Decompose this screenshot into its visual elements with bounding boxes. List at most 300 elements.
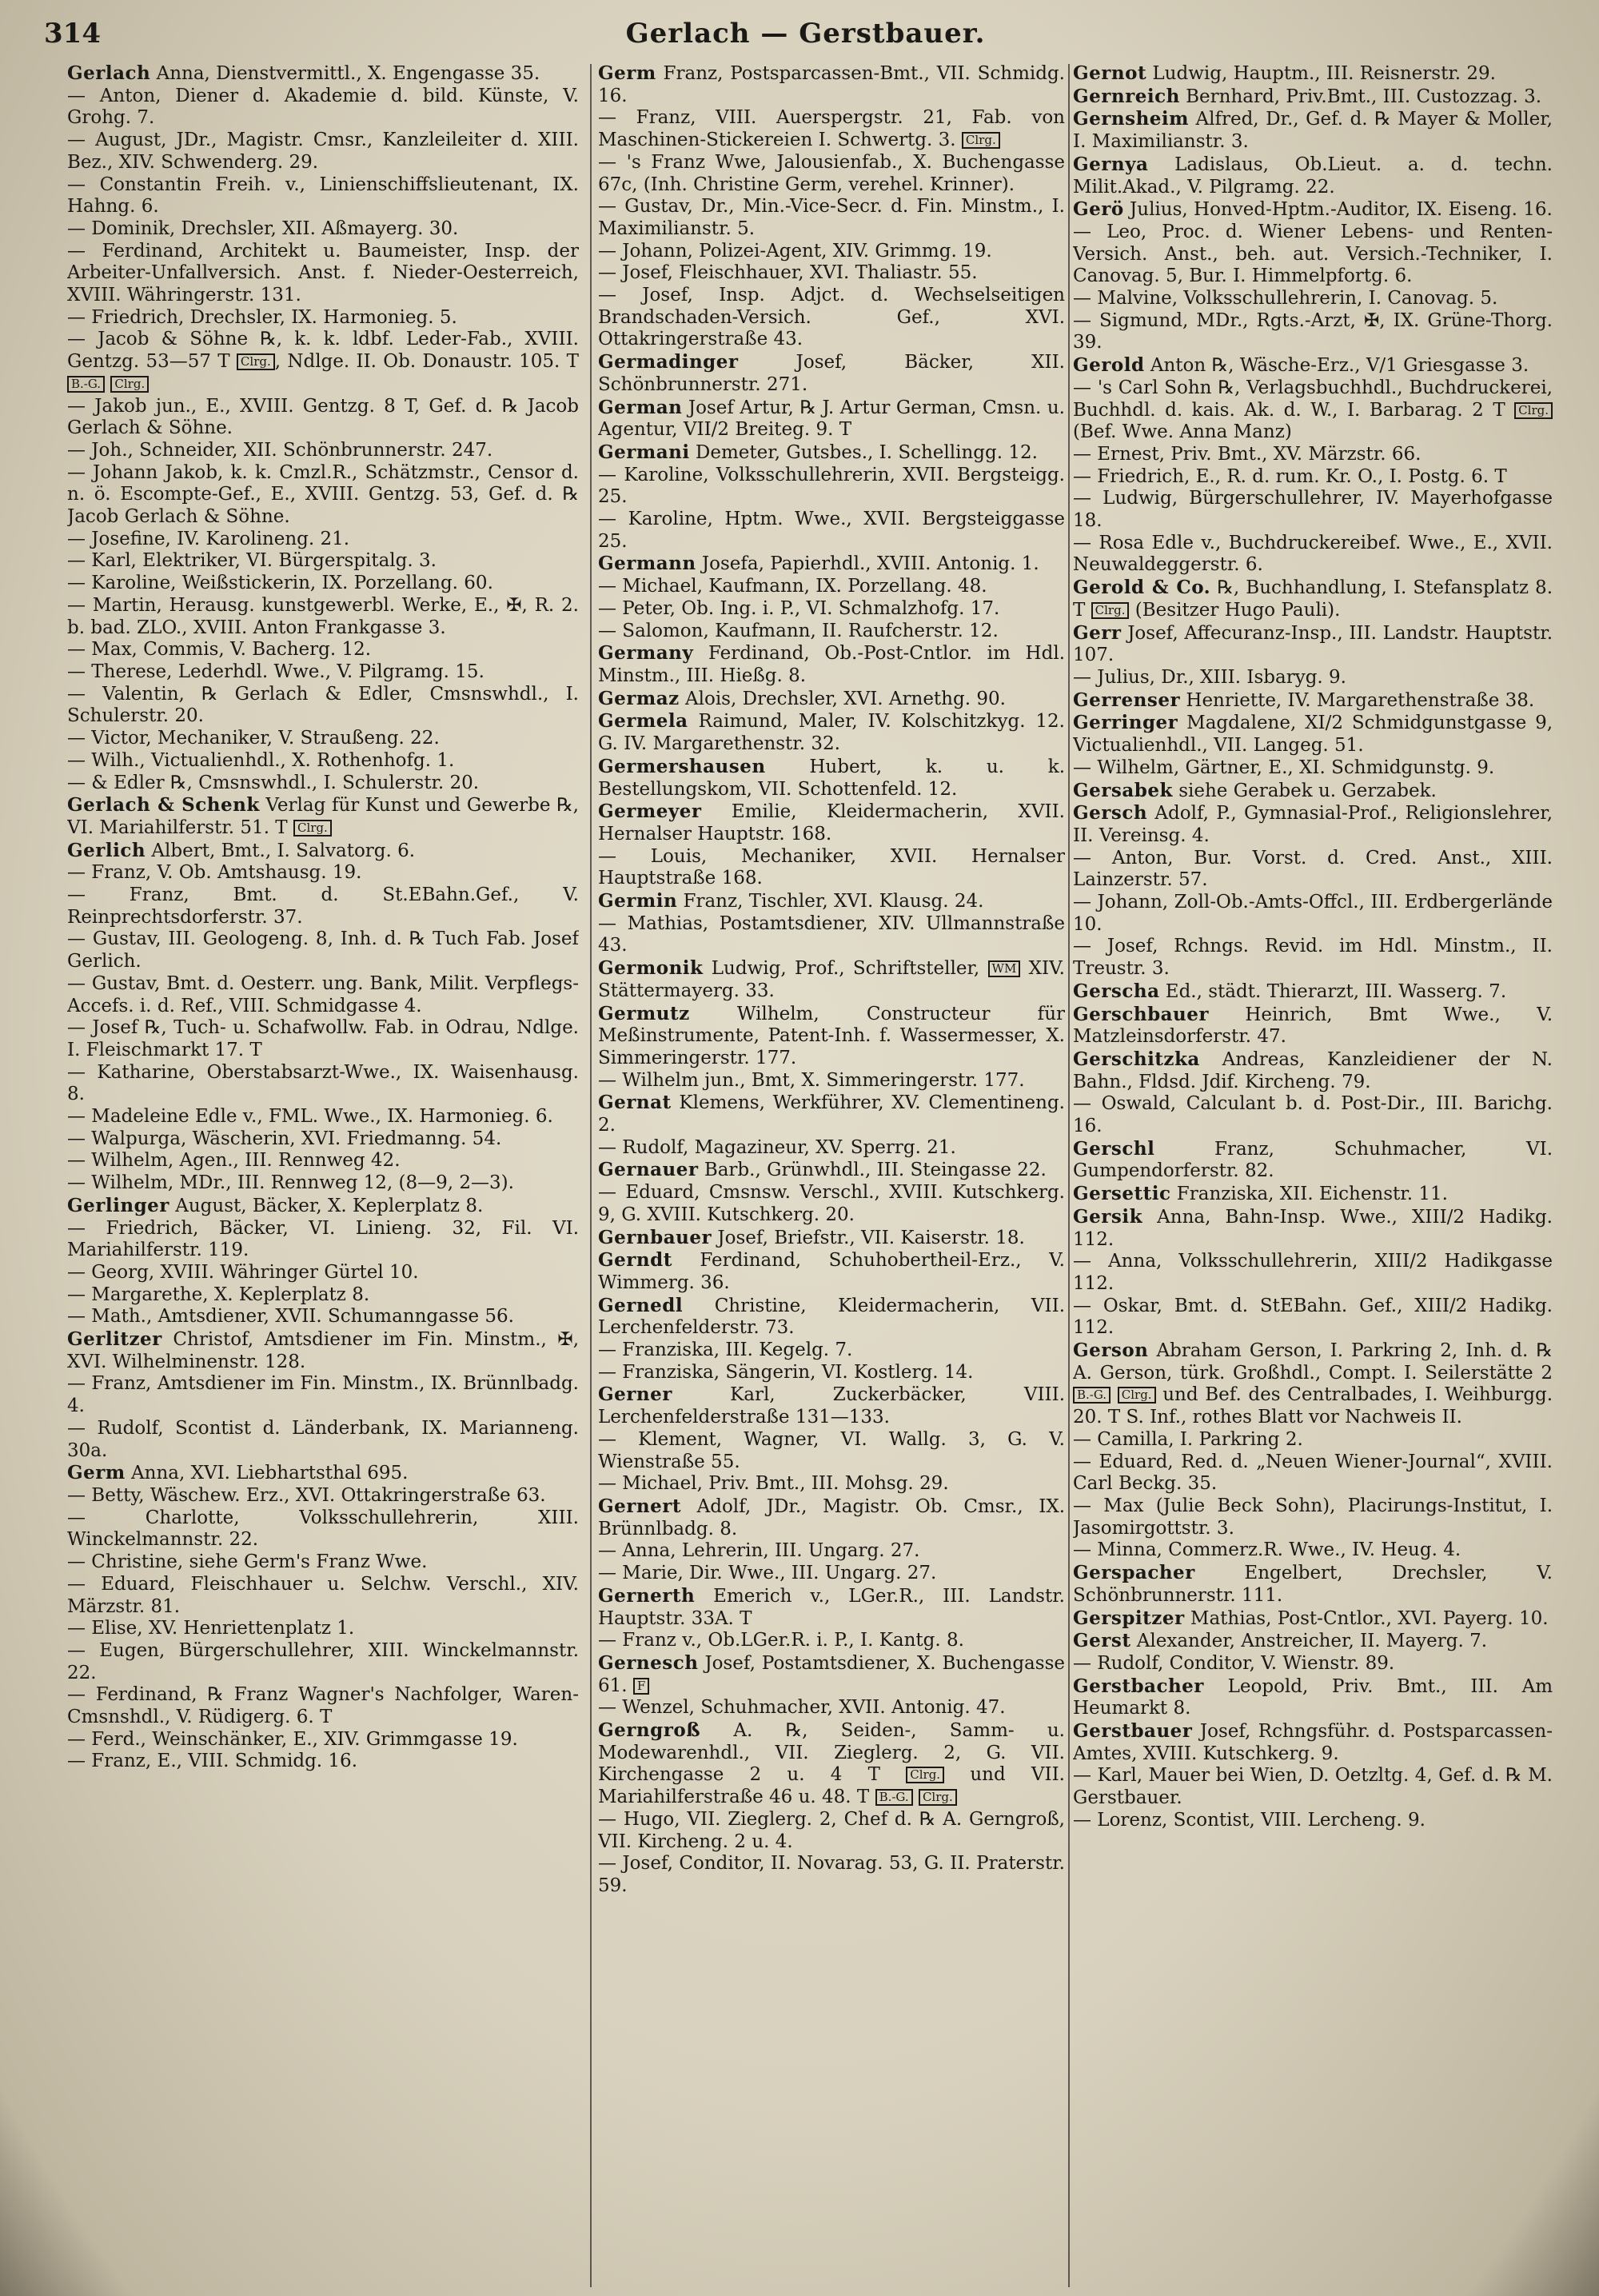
directory-entry [598,107,1065,151]
entry-text: — Franz, VIII. Auerspergstr. 21, Fab. von Maschinen-Stickereien I. Schwertg. 3. Clrg. [598,107,1065,151]
directory-entry [1073,222,1553,288]
directory-entry [67,1106,579,1128]
directory-entry [67,1751,579,1773]
badge-marker: Clrg. [1118,1387,1156,1404]
entry-text: — Oskar, Bmt. d. StEBahn. Gef., XIII/2 Hadikg. 112. [1073,1295,1553,1339]
directory-entry [1073,354,1553,377]
directory-entry [67,639,579,661]
entry-text: — Martin, Herausg. kunstgewerbl. Werke, E., ✠, R. 2. b. bad. ZLO., XVIII. Anton Frankgasse 3. [67,594,579,638]
directory-entry [67,684,579,728]
directory-entry [598,1630,1065,1652]
entry-text: — Eduard, Fleischhauer u. Selchw. Verschl., XIV. Märzstr. 81. [67,1573,579,1617]
entry-text: — Eugen, Bürgerschullehrer, XIII. Winckelmannstr. 22. [67,1639,579,1683]
entry-text: — Constantin Freih. v., Linienschiffslieutenant, IX. Hahng. 6. [67,174,579,218]
entry-text: Mathias, Post-Cntlor., XVI. Payerg. 10. [1190,1607,1549,1629]
entry-text: — Karl, Elektriker, VI. Bürgerspitalg. 3. [67,550,437,572]
entry-surname: Gerlitzer [67,1328,162,1351]
entry-text: Abraham Gerson, I. Parkring 2, Inh. d. ℞ A. Gerson, türk. Großhdl., Compt. I. Seilerstätte 2 B.-G. Clrg. und Bef. des Centralbades, I. Weihburgg. 20. T S. Inf., rothes Blatt vor Nachweis II. [1073,1340,1553,1428]
directory-entry [67,218,579,241]
directory-entry [598,1652,1065,1697]
directory-entry [1073,1539,1553,1562]
entry-text: — Johann Jakob, k. k. Cmzl.R., Schätzmstr., Censor d. n. ö. Escompte-Gef., E., XVIII. Gentzg. 53, Gef. d. ℞ Jacob Gerlach & Söhne. [67,461,579,528]
directory-entry [598,1384,1065,1428]
entry-surname: Gerspitzer [1073,1607,1185,1629]
entry-text: — Rudolf, Scontist d. Länderbank, IX. Marianneng. 30a. [67,1417,579,1461]
directory-entry [67,862,579,884]
entry-text: A. ℞, Seiden-, Samm- u. Modewarenhdl., VII. Zieglerg. 2, G. VII. Kirchengasse 2 u. 4 T Clrg. und VII. Mariahilferstraße 46 u. 48. T B.-G. Clrg. [598,1720,1065,1808]
badge-marker: B.-G. [67,376,105,393]
directory-entry [1073,577,1553,621]
entry-text: Bernhard, Priv.Bmt., III. Custozzag. 3. [1186,86,1542,107]
directory-entry [67,1284,579,1307]
entry-surname: Gerndt [598,1249,672,1272]
entry-text: — Leo, Proc. d. Wiener Lebens- und Renten-Versich. Anst., beh. aut. Versich.-Techniker, I. Canovag. 5, Bur. I. Himmelpfortg. 6. [1073,221,1553,287]
entry-text: Ludwig, Prof., Schriftsteller, WM XIV. Stättermayerg. 33. [598,958,1065,1001]
entry-surname: Gerlach & Schenk [67,794,260,817]
entry-text: Andreas, Kanzleidiener der N. Bahn., Fldsd. Jdif. Kircheng. 79. [1073,1048,1553,1092]
entry-text: Anna, XVI. Liebhartsthal 695. [131,1463,409,1484]
directory-entry [67,1462,579,1485]
entry-text: Ferdinand, Ob.-Post-Cntlor. im Hdl. Minstm., III. Hießg. 8. [598,643,1065,686]
entry-text: — Valentin, ℞ Gerlach & Edler, Cmsnswhdl., I. Schulerstr. 20. [67,683,579,727]
directory-entry [1073,848,1553,892]
directory-entry [67,973,579,1017]
entry-text: — Michael, Kaufmann, IX. Porzellang. 48. [598,576,987,597]
entry-text: Ed., städt. Thierarzt, III. Wasserg. 7. [1165,980,1507,1002]
entry-text: — Hugo, VII. Zieglerg. 2, Chef d. ℞ A. Gerngroß, VII. Kircheng. 2 u. 4. [598,1808,1065,1852]
entry-text: — Dominik, Drechsler, XII. Aßmayerg. 30. [67,218,459,239]
entry-text: — Ferd., Weinschänker, E., XIV. Grimmgasse 19. [67,1728,518,1750]
directory-entry [67,241,579,307]
entry-text: — Wilhelm, Agen., III. Rennweg 42. [67,1150,401,1172]
entry-text: Josef, Briefstr., VII. Kaiserstr. 18. [717,1227,1025,1248]
entry-text: — Victor, Mechaniker, V. Straußeng. 22. [67,728,440,749]
entry-surname: Gerschbauer [1073,1003,1210,1025]
entry-surname: Gernat [598,1092,672,1114]
directory-entry [67,396,579,440]
directory-entry [598,1070,1065,1092]
entry-surname: Gernot [1073,62,1147,84]
entry-text: Josef, Postamtsdiener, X. Buchengasse 61. F [598,1652,1065,1696]
page-number: 314 [44,18,101,50]
entry-surname: Gerold & Co. [1073,577,1211,599]
entry-text: — Franz v., Ob.LGer.R. i. P., I. Kantg. 8. [598,1630,964,1651]
directory-entry [67,550,579,573]
directory-entry [1073,1495,1553,1539]
entry-text: Karl, Zuckerbäcker, VIII. Lerchenfelderstraße 131—133. [598,1384,1065,1428]
directory-entry [598,1585,1065,1630]
entry-surname: Gersch [1073,802,1148,825]
entry-text: Anton ℞, Wäsche-Erz., V/1 Griesgasse 3. [1150,355,1529,377]
entry-text: Ladislaus, Ob.Lieut. a. d. techn. Milit.Akad., V. Pilgramg. 22. [1073,154,1553,198]
entry-surname: Gerspacher [1073,1562,1195,1584]
entry-text: — Math., Amtsdiener, XVII. Schumanngasse 56. [67,1306,514,1328]
directory-entry [67,329,579,395]
entry-text: — Ludwig, Bürgerschullehrer, IV. Mayerhofgasse 18. [1073,488,1553,532]
directory-entry [1073,1675,1553,1720]
directory-entry [67,750,579,773]
entry-surname: Gernya [1073,153,1149,175]
badge-marker: Clrg. [1514,402,1553,419]
directory-entry [67,1195,579,1218]
entry-text: — & Edler ℞, Cmsnswhdl., I. Schulerstr. 20. [67,772,480,793]
entry-surname: Gerlach [67,62,151,84]
entry-surname: Germonik [598,957,704,980]
badge-marker: Clrg. [962,132,1000,149]
entry-text: — August, JDr., Magistr. Cmsr., Kanzleileiter d. XIII. Bez., XIV. Schwenderg. 29. [67,130,579,173]
entry-surname: Gernauer [598,1159,699,1181]
directory-entry [67,130,579,174]
directory-entry [1073,1206,1553,1251]
entry-text: Alfred, Dr., Gef. d. ℞ Mayer & Moller, I. Maximilianstr. 3. [1073,109,1553,153]
directory-entry [598,509,1065,553]
entry-text: — Franz, Amtsdiener im Fin. Minstm., IX. Brünnlbadg. 4. [67,1373,579,1417]
directory-entry [67,1172,579,1195]
directory-entry [67,1729,579,1751]
entry-surname: Germ [67,1462,126,1484]
page-title: Gerlach — Gerstbauer. [625,18,986,50]
entry-surname: Gerö [1073,198,1124,221]
entry-text: Christine, Kleidermacherin, VII. Lerchenfelderstr. 73. [598,1295,1065,1339]
entry-text: Wilhelm, Constructeur für Meßinstrumente, Patent-Inh. f. Wassermesser, X. Simmeringerstr. 177. [598,1003,1065,1068]
entry-surname: Germutz [598,1002,690,1024]
entry-surname: Gerstbacher [1073,1675,1204,1697]
directory-entry [598,846,1065,890]
directory-entry [67,1128,579,1151]
entry-text: August, Bäcker, X. Keplerplatz 8. [175,1195,484,1216]
directory-entry [598,262,1065,285]
column-divider [590,64,592,2287]
directory-entry [598,957,1065,1002]
directory-entry [1073,1562,1553,1607]
directory-entry [598,285,1065,351]
entry-text: Anna, Bahn-Insp. Wwe., XIII/2 Hadikg. 112. [1073,1206,1553,1250]
entry-text: — Franz, Bmt. d. St.EBahn.Gef., V. Reinprechtsdorferstr. 37. [67,884,579,928]
column-3 [1073,62,1553,2294]
directory-entry [67,1618,579,1640]
entry-text: — Josef, Insp. Adjct. d. Wechselseitigen Brandschaden-Versich. Gef., XVI. Ottakringerstraße 43. [598,285,1065,350]
directory-entry [598,1340,1065,1362]
badge-marker: F [633,1678,649,1695]
entry-text: Christof, Amtsdiener im Fin. Minstm., ✠, XVI. Wilhelminenstr. 128. [67,1329,579,1372]
directory-entry [67,462,579,529]
directory-entry [598,621,1065,643]
entry-surname: Gerst [1073,1630,1131,1652]
entry-text: — Josef, Rchngs. Revid. im Hdl. Minstm., II. Treustr. 3. [1073,936,1553,980]
entry-text: — Lorenz, Scontist, VIII. Lercheng. 9. [1073,1809,1426,1831]
entry-text: — Minna, Commerz.R. Wwe., IV. Heug. 4. [1073,1539,1461,1561]
entry-text: — Ferdinand, ℞ Franz Wagner's Nachfolger, Waren-Cmsnshdl., V. Rüdigerg. 6. T [67,1684,579,1728]
entry-surname: Gerlinger [67,1194,169,1216]
directory-entry [67,307,579,329]
entry-text: — Rosa Edle v., Buchdruckereibef. Wwe., E., XVII. Neuwaldeggerstr. 6. [1073,532,1553,576]
column-1 [67,62,579,2294]
entry-text: Josefa, Papierhdl., XVIII. Antonig. 1. [701,553,1039,575]
directory-entry [1073,62,1553,86]
directory-entry [1073,1183,1553,1206]
entry-text: Raimund, Maler, IV. Kolschitzkyg. 12. G. IV. Margarethenstr. 32. [598,711,1065,755]
entry-text: — Franziska, III. Kegelg. 7. [598,1340,853,1361]
entry-text: — Friedrich, Drechsler, IX. Harmonieg. 5. [67,306,457,328]
entry-text: Josef Artur, ℞ J. Artur German, Cmsn. u. Agentur, VII/2 Breiteg. 9. T [598,397,1065,441]
entry-text: — Franz, E., VIII. Schmidg. 16. [67,1751,358,1772]
directory-entry [1073,1296,1553,1340]
directory-entry [67,1306,579,1328]
entry-text: — Malvine, Volksschullehrerin, I. Canovag. 5. [1073,288,1498,309]
directory-entry [1073,1607,1553,1631]
entry-text: Albert, Bmt., I. Salvatorg. 6. [151,840,416,861]
entry-text: — Wilhelm, Gärtner, E., XI. Schmidgunstg. 9. [1073,757,1495,778]
entry-surname: Gersik [1073,1205,1143,1228]
entry-text: — Rudolf, Magazineur, XV. Sperrg. 21. [598,1136,956,1158]
directory-entry [1073,802,1553,847]
entry-text: Heinrich, Bmt Wwe., V. Matzleinsdorferstr. 47. [1073,1004,1553,1048]
entry-text: — Camilla, I. Parkring 2. [1073,1428,1303,1450]
entry-surname: Germadinger [598,351,739,373]
entry-text: — Wilhelm jun., Bmt, X. Simmeringerstr. 177. [598,1069,1025,1091]
directory-entry [1073,1765,1553,1809]
directory-entry [67,440,579,462]
directory-entry [67,1017,579,1061]
entry-text: — Walpurga, Wäscherin, XVI. Friedmanng. 54. [67,1128,502,1149]
directory-entry [598,1182,1065,1226]
entry-surname: Gernert [598,1495,681,1517]
directory-entry [67,1507,579,1551]
directory-entry [67,174,579,218]
entry-text: Josef, Rchngsführ. d. Postsparcassen-Amtes, XVIII. Kutschkerg. 9. [1073,1721,1553,1764]
directory-entry [1073,757,1553,780]
directory-entry [1073,1653,1553,1675]
directory-entry [598,1362,1065,1384]
entry-text: — Franz, V. Ob. Amtshausg. 19. [67,862,362,884]
entry-surname: Germany [598,642,694,665]
entry-text: — Anna, Lehrerin, III. Ungarg. 27. [598,1540,920,1562]
directory-entry [598,553,1065,576]
directory-entry [598,152,1065,196]
entry-surname: Gernreich [1073,85,1180,107]
entry-surname: Gerschitzka [1073,1048,1200,1070]
entry-text: — Friedrich, E., R. d. rum. Kr. O., I. Postg. 6. T [1073,465,1507,487]
entry-text: — Max (Julie Beck Sohn), Placirungs-Institut, I. Jasomirgottstr. 3. [1073,1495,1553,1539]
entry-text: — Max, Commis, V. Bacherg. 12. [67,639,372,661]
directory-entry [598,890,1065,913]
entry-text: — Josefine, IV. Karolineng. 21. [67,528,350,549]
directory-entry [598,1249,1065,1294]
directory-entry [67,773,579,795]
directory-entry [1073,1093,1553,1137]
entry-text: — Madeleine Edle v., FML. Wwe., IX. Harmonieg. 6. [67,1106,553,1128]
page-header [44,18,1567,58]
entry-text: Alexander, Anstreicher, II. Mayerg. 7. [1136,1631,1488,1652]
directory-entry [598,1563,1065,1585]
directory-entry [598,710,1065,755]
entry-surname: Gernedl [598,1294,684,1316]
entry-text: — Jakob jun., E., XVIII. Gentzg. 8 T, Gef. d. ℞ Jacob Gerlach & Söhne. [67,395,579,439]
entry-text: — Karoline, Hptm. Wwe., XVII. Bergsteiggasse 25. [598,509,1065,552]
entry-text: — Karoline, Volksschullehrerin, XVII. Bergsteigg. 25. [598,464,1065,508]
directory-entry [67,794,579,839]
entry-text: Ludwig, Hauptm., III. Reisnerstr. 29. [1152,63,1496,84]
entry-text: — Wilh., Victualienhdl., X. Rothenhofg. 1. [67,749,455,771]
entry-text: — 's Carl Sohn ℞, Verlagsbuchhdl., Buchdruckerei, Buchhdl. d. kais. Ak. d. W., I. Barbarag. 2 T Clrg. (Bef. Wwe. Anna Manz) [1073,377,1553,443]
entry-surname: Gerr [1073,621,1122,644]
directory-entry [1073,488,1553,532]
directory-entry [1073,1251,1553,1295]
entry-text: — Wenzel, Schuhmacher, XVII. Antonig. 47. [598,1697,1006,1719]
directory-entry [1073,712,1553,757]
badge-marker: Clrg. [906,1767,944,1783]
entry-text: Adolf, JDr., Magistr. Ob. Cmsr., IX. Brünnlbadg. 8. [598,1496,1065,1539]
directory-entry [67,928,579,972]
directory-entry [67,1485,579,1507]
entry-surname: Gerrenser [1073,689,1181,711]
directory-entry [598,688,1065,711]
entry-text: Josef, Affecuranz-Insp., III. Landstr. Hauptstr. 107. [1073,622,1553,666]
entry-text: — Gustav, Bmt. d. Oesterr. ung. Bank, Milit. Verpflegs-Accefs. i. d. Ref., VIII. Schmidgasse 4. [67,972,579,1016]
directory-entry [1073,86,1553,109]
directory-entry [1073,154,1553,198]
directory-entry [67,1418,579,1462]
entry-text: — Josef, Fleischhauer, XVI. Thaliastr. 55. [598,262,978,284]
directory-entry [67,661,579,684]
directory-entry [1073,1340,1553,1429]
directory-entry [67,1574,579,1618]
directory-entry [67,840,579,863]
entry-surname: Gernesch [598,1651,699,1674]
directory-entry [598,1003,1065,1070]
directory-entry [67,595,579,639]
directory-entry [1073,667,1553,689]
directory-entry [1073,1048,1553,1093]
entry-surname: Gernsheim [1073,108,1189,130]
entry-text: — Anton, Diener d. Akademie d. bild. Künste, V. Grohg. 7. [67,85,579,129]
directory-entry [598,1159,1065,1182]
column-divider [1068,64,1070,2287]
entry-surname: Gernbauer [598,1226,712,1248]
entry-text: siehe Gerabek u. Gerzabek. [1178,780,1437,801]
directory-entry [598,576,1065,598]
entry-text: Franziska, XII. Eichenstr. 11. [1176,1184,1448,1205]
entry-text: — Salomon, Kaufmann, II. Raufcherstr. 12. [598,620,999,641]
directory-entry [1073,1810,1553,1832]
directory-entry [1073,444,1553,466]
directory-entry [598,441,1065,465]
directory-entry [67,1262,579,1284]
entry-text: — Anna, Volksschullehrerin, XIII/2 Hadikgasse 112. [1073,1251,1553,1294]
entry-text: — Sigmund, MDr., Rgts.-Arzt, ✠, IX. Grüne-Thorg. 39. [1073,309,1553,353]
directory-entry [1073,1138,1553,1183]
entry-text: — Therese, Lederhdl. Wwe., V. Pilgramg. 15. [67,661,484,682]
entry-surname: Gerner [598,1384,672,1406]
entry-text: — Elise, XV. Henriettenplatz 1. [67,1618,355,1639]
entry-text: Adolf, P., Gymnasial-Prof., Religionslehrer, II. Vereinsg. 4. [1073,803,1553,846]
entry-text: — Julius, Dr., XIII. Isbaryg. 9. [1073,666,1346,688]
directory-entry [67,1684,579,1728]
directory-entry [1073,1630,1553,1653]
directory-entry [67,86,579,130]
entry-text: — Marie, Dir. Wwe., III. Ungarg. 27. [598,1563,937,1584]
directory-entry [1073,377,1553,444]
entry-text: — Gustav, Dr., Min.-Vice-Secr. d. Fin. Minstm., I. Maximilianstr. 5. [598,196,1065,239]
directory-entry [598,801,1065,845]
entry-text: — 's Franz Wwe, Jalousienfab., X. Buchengasse 67c, (Inh. Christine Germ, verehel. Krinner). [598,151,1065,195]
directory-entry [1073,936,1553,980]
entry-surname: Gerschl [1073,1137,1155,1160]
entry-text: — Anton, Bur. Vorst. d. Cred. Anst., XIII. Lainzerstr. 57. [1073,847,1553,891]
entry-text: Franz, Postsparcassen-Bmt., VII. Schmidg. 16. [598,63,1065,106]
badge-marker: Clrg. [919,1789,957,1806]
entry-surname: Germani [598,441,690,463]
directory-entry [67,1640,579,1684]
entry-text: — Johann, Polizei-Agent, XIV. Grimmg. 19. [598,240,992,262]
directory-entry [598,1429,1065,1473]
entry-surname: Gerlich [67,839,146,861]
entry-text: — Christine, siehe Germ's Franz Wwe. [67,1551,428,1573]
directory-entry [598,62,1065,107]
badge-marker: Clrg. [110,376,149,393]
column-2 [598,62,1065,2294]
directory-entry [67,1328,579,1373]
badge-marker: B.-G. [1073,1387,1111,1404]
entry-surname: Gersabek [1073,779,1173,801]
entry-text: Josef, Bäcker, XII. Schönbrunnerstr. 271. [598,352,1065,395]
directory-entry [598,1227,1065,1250]
entry-surname: Germeyer [598,801,702,823]
entry-surname: Gerngroß [598,1719,701,1742]
entry-text: — Eduard, Red. d. „Neuen Wiener-Journal“, XVIII. Carl Beckg. 35. [1073,1451,1553,1495]
entry-surname: Gerringer [1073,712,1178,734]
directory-entry [598,1495,1065,1540]
entry-text: Anna, Dienstvermittl., X. Engengasse 35. [156,63,540,84]
directory-entry [598,642,1065,687]
directory-entry [67,1218,579,1262]
entry-surname: Gerold [1073,354,1145,377]
directory-entry [598,196,1065,240]
directory-entry [1073,1004,1553,1048]
directory-entry [1073,198,1553,222]
entry-surname: Germaz [598,687,680,709]
directory-entry [1073,288,1553,310]
entry-text: Barb., Grünwhdl., III. Steingasse 22. [704,1160,1047,1181]
directory-entry [598,1473,1065,1495]
entry-surname: Gerscha [1073,980,1160,1002]
directory-entry [1073,1720,1553,1765]
directory-entry [67,1373,579,1417]
entry-text: — Josef ℞, Tuch- u. Schafwollw. Fab. in Odrau, Ndlge. I. Fleischmarkt 17. T [67,1017,579,1060]
directory-entry [1073,466,1553,489]
directory-entry [598,1540,1065,1563]
badge-marker: Clrg. [1091,602,1130,619]
directory-entry [598,913,1065,957]
entry-text: — Rudolf, Conditor, V. Wienstr. 89. [1073,1652,1395,1674]
entry-text: — Franziska, Sängerin, VI. Kostlerg. 14. [598,1361,974,1383]
directory-entry [598,1719,1065,1809]
entry-surname: Gerson [1073,1340,1149,1362]
directory-entry [1073,980,1553,1004]
badge-marker: B.-G. [875,1789,913,1806]
entry-text: — Karl, Mauer bei Wien, D. Oetzltg. 4, Gef. d. ℞ M. Gerstbauer. [1073,1765,1553,1809]
directory-entry [598,1697,1065,1719]
entry-text: Engelbert, Drechsler, V. Schönbrunnerstr. 111. [1073,1563,1553,1606]
entry-text: Verlag für Kunst und Gewerbe ℞, VI. Mariahilferstr. 51. T Clrg. [67,795,579,838]
directory-entry [1073,533,1553,577]
directory-entry [1073,1429,1553,1451]
entry-text: — Ferdinand, Architekt u. Baumeister, Insp. der Arbeiter-Unfallversich. Anst. f. Nieder-Oesterreich, XVIII. Währingerstr. 131. [67,240,579,306]
entry-surname: Germin [598,890,678,912]
entry-text: — Katharine, Oberstabsarzt-Wwe., IX. Waisenhausg. 8. [67,1061,579,1105]
directory-entry [67,1551,579,1574]
entry-text: Klemens, Werkführer, XV. Clementineng. 2. [598,1092,1065,1136]
